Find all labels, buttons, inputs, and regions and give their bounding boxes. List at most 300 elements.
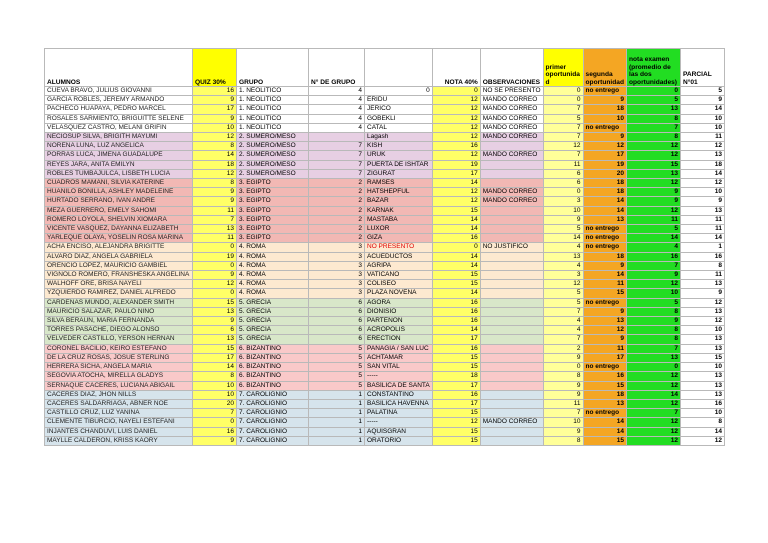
observation-cell[interactable] (480, 363, 543, 372)
group-name-cell[interactable]: 3. EGIPTO (237, 197, 309, 206)
quiz-score-cell[interactable]: 10 (193, 381, 237, 390)
observation-cell[interactable] (480, 169, 543, 178)
parcial-grade-cell[interactable]: 13 (680, 390, 724, 399)
parcial-grade-cell[interactable]: 8 (680, 418, 724, 427)
nota-cell[interactable]: 18 (432, 372, 480, 381)
parcial-grade-cell[interactable]: 13 (680, 151, 724, 160)
second-chance-cell[interactable]: no entrego (583, 234, 626, 243)
group-number-cell[interactable]: 7 (309, 142, 365, 151)
student-name-cell[interactable]: SEGOVIA ATOCHA, MIRELLA GLADYS (45, 372, 193, 381)
parcial-grade-cell[interactable]: 10 (680, 188, 724, 197)
group-name-cell[interactable]: 1. NEOLITICO (237, 123, 309, 132)
parcial-grade-cell[interactable]: 15 (680, 353, 724, 362)
group-number-cell[interactable]: 7 (309, 160, 365, 169)
first-chance-cell[interactable]: 7 (543, 307, 583, 316)
student-name-cell[interactable]: PACHECO HUAPAYA, PEDRO MARCEL (45, 105, 193, 114)
quiz-score-cell[interactable]: 13 (193, 335, 237, 344)
parcial-grade-cell[interactable]: 14 (680, 234, 724, 243)
first-chance-cell[interactable]: 3 (543, 271, 583, 280)
group-name-cell[interactable]: 3. EGIPTO (237, 234, 309, 243)
exam-grade-cell[interactable]: 0 (626, 87, 680, 96)
second-chance-cell[interactable]: no entrego (583, 363, 626, 372)
exam-grade-cell[interactable]: 8 (626, 335, 680, 344)
exam-grade-cell[interactable]: 12 (626, 206, 680, 215)
observation-cell[interactable] (480, 353, 543, 362)
nota-cell[interactable]: 14 (432, 225, 480, 234)
project-cell[interactable]: CONSTANTINO (365, 390, 433, 399)
quiz-score-cell[interactable]: 12 (193, 169, 237, 178)
exam-grade-cell[interactable]: 8 (626, 133, 680, 142)
observation-cell[interactable] (480, 344, 543, 353)
group-number-cell[interactable]: 3 (309, 289, 365, 298)
student-name-cell[interactable]: HURTADO SERRANO, IVAN ANDRE (45, 197, 193, 206)
observation-cell[interactable] (480, 142, 543, 151)
student-name-cell[interactable]: CUADROS MAMANI, SILVIA KATERINE (45, 179, 193, 188)
project-cell[interactable]: GOBEKLI (365, 114, 433, 123)
exam-grade-cell[interactable]: 7 (626, 123, 680, 132)
exam-grade-cell[interactable]: 5 (626, 96, 680, 105)
observation-cell[interactable] (480, 317, 543, 326)
observation-cell[interactable] (480, 160, 543, 169)
group-number-cell[interactable]: 2 (309, 206, 365, 215)
parcial-grade-cell[interactable]: 10 (680, 363, 724, 372)
quiz-score-cell[interactable]: 0 (193, 289, 237, 298)
first-chance-cell[interactable]: 9 (543, 215, 583, 224)
observation-cell[interactable] (480, 307, 543, 316)
nota-cell[interactable]: 14 (432, 326, 480, 335)
parcial-grade-cell[interactable]: 10 (680, 409, 724, 418)
exam-grade-cell[interactable]: 8 (626, 326, 680, 335)
observation-cell[interactable]: MANDO CORREO (480, 418, 543, 427)
observation-cell[interactable]: NO SE PRESENTÓ (480, 87, 543, 96)
quiz-score-cell[interactable]: 9 (193, 271, 237, 280)
group-name-cell[interactable]: 5. GRECIA (237, 317, 309, 326)
second-chance-cell[interactable]: 15 (583, 289, 626, 298)
quiz-score-cell[interactable]: 8 (193, 372, 237, 381)
project-cell[interactable]: BASÍLICA DE SANTA (365, 381, 433, 390)
group-number-cell[interactable]: 2 (309, 188, 365, 197)
parcial-grade-cell[interactable]: 13 (680, 344, 724, 353)
second-chance-cell[interactable]: 18 (583, 252, 626, 261)
student-name-cell[interactable]: SERNAQUE CACERES, LUCIANA ABIGAIL (45, 381, 193, 390)
exam-grade-cell[interactable]: 12 (626, 179, 680, 188)
observation-cell[interactable] (480, 280, 543, 289)
quiz-score-cell[interactable]: 15 (193, 344, 237, 353)
second-chance-cell[interactable]: 13 (583, 215, 626, 224)
first-chance-cell[interactable]: 12 (543, 142, 583, 151)
parcial-grade-cell[interactable]: 12 (680, 436, 724, 445)
header-segunda-oportunidad[interactable]: segunda oportunidad (583, 49, 626, 87)
nota-cell[interactable]: 14 (432, 215, 480, 224)
second-chance-cell[interactable]: 11 (583, 344, 626, 353)
student-name-cell[interactable]: ROSALES SARMIENTO, BRIGUITTE SELENE (45, 114, 193, 123)
first-chance-cell[interactable]: 7 (543, 123, 583, 132)
second-chance-cell[interactable]: 9 (583, 96, 626, 105)
quiz-score-cell[interactable]: 13 (193, 225, 237, 234)
group-number-cell[interactable]: 1 (309, 418, 365, 427)
second-chance-cell[interactable]: 11 (583, 280, 626, 289)
second-chance-cell[interactable]: 12 (583, 326, 626, 335)
exam-grade-cell[interactable]: 12 (626, 142, 680, 151)
observation-cell[interactable] (480, 372, 543, 381)
group-name-cell[interactable]: 2. SUMERO/MESO (237, 160, 309, 169)
exam-grade-cell[interactable]: 12 (626, 399, 680, 408)
second-chance-cell[interactable]: 10 (583, 114, 626, 123)
second-chance-cell[interactable]: 12 (583, 142, 626, 151)
quiz-score-cell[interactable]: 9 (193, 114, 237, 123)
exam-grade-cell[interactable]: 5 (626, 298, 680, 307)
project-cell[interactable]: SAN VITAL (365, 363, 433, 372)
group-name-cell[interactable]: 2. SUMERO/MESO (237, 151, 309, 160)
exam-grade-cell[interactable]: 9 (626, 317, 680, 326)
student-name-cell[interactable]: TORRES PASACHE, DIEGO ALONSO (45, 326, 193, 335)
observation-cell[interactable]: MANDO CORREO (480, 123, 543, 132)
second-chance-cell[interactable]: 18 (583, 390, 626, 399)
observation-cell[interactable] (480, 381, 543, 390)
exam-grade-cell[interactable]: 10 (626, 289, 680, 298)
group-number-cell[interactable]: 1 (309, 427, 365, 436)
student-name-cell[interactable]: INJANTES CHANDUVI, LUIS DANIEL (45, 427, 193, 436)
exam-grade-cell[interactable]: 5 (626, 225, 680, 234)
observation-cell[interactable] (480, 289, 543, 298)
group-number-cell[interactable]: 4 (309, 87, 365, 96)
header-grupo[interactable]: GRUPO (237, 49, 309, 87)
first-chance-cell[interactable]: 6 (543, 169, 583, 178)
project-cell[interactable]: COLISEO (365, 280, 433, 289)
first-chance-cell[interactable]: 12 (543, 280, 583, 289)
nota-cell[interactable]: 12 (432, 123, 480, 132)
second-chance-cell[interactable]: no entrego (583, 243, 626, 252)
parcial-grade-cell[interactable]: 9 (680, 289, 724, 298)
first-chance-cell[interactable]: 10 (543, 418, 583, 427)
group-name-cell[interactable]: 4. ROMA (237, 271, 309, 280)
first-chance-cell[interactable]: 13 (543, 252, 583, 261)
project-cell[interactable]: ACHTAMAR (365, 353, 433, 362)
header-proyecto[interactable] (365, 49, 433, 87)
first-chance-cell[interactable]: 14 (543, 234, 583, 243)
quiz-score-cell[interactable]: 16 (193, 427, 237, 436)
student-name-cell[interactable]: HERRERA SICHA, ANGELA MARIA (45, 363, 193, 372)
student-name-cell[interactable]: CORONEL BACILIO, KEIRO ESTEFANO (45, 344, 193, 353)
exam-grade-cell[interactable]: 7 (626, 344, 680, 353)
parcial-grade-cell[interactable]: 14 (680, 169, 724, 178)
first-chance-cell[interactable]: 5 (543, 298, 583, 307)
project-cell[interactable]: ERIDU (365, 96, 433, 105)
group-name-cell[interactable]: 2. SUMERO/MESO (237, 169, 309, 178)
group-number-cell[interactable]: 5 (309, 353, 365, 362)
group-name-cell[interactable]: 6. BIZANTINO (237, 381, 309, 390)
quiz-score-cell[interactable]: 10 (193, 390, 237, 399)
group-number-cell[interactable]: 1 (309, 399, 365, 408)
exam-grade-cell[interactable]: 14 (626, 234, 680, 243)
group-number-cell[interactable]: 3 (309, 252, 365, 261)
nota-cell[interactable]: 12 (432, 114, 480, 123)
project-cell[interactable]: GIZA (365, 234, 433, 243)
observation-cell[interactable] (480, 326, 543, 335)
parcial-grade-cell[interactable]: 12 (680, 317, 724, 326)
nota-cell[interactable]: 16 (432, 344, 480, 353)
first-chance-cell[interactable]: 0 (543, 363, 583, 372)
group-name-cell[interactable]: 6. BIZANTINO (237, 363, 309, 372)
nota-cell[interactable]: 16 (432, 307, 480, 316)
observation-cell[interactable]: MANDO CORREO (480, 197, 543, 206)
exam-grade-cell[interactable]: 15 (626, 160, 680, 169)
observation-cell[interactable] (480, 252, 543, 261)
student-name-cell[interactable]: ROBLES TUMBAJULCA, LISBETH LUCIA (45, 169, 193, 178)
nota-cell[interactable]: 17 (432, 169, 480, 178)
exam-grade-cell[interactable]: 7 (626, 409, 680, 418)
quiz-score-cell[interactable]: 18 (193, 160, 237, 169)
group-name-cell[interactable]: 5. GRECIA (237, 326, 309, 335)
group-name-cell[interactable]: 7. CAROLIGNIO (237, 418, 309, 427)
nota-cell[interactable]: 12 (432, 188, 480, 197)
header-nota-examen[interactable]: nota examen (promedio de las dos oportunidades) (626, 49, 680, 87)
student-name-cell[interactable]: VELASQUEZ CASTRO, MELANI GRIFIN (45, 123, 193, 132)
first-chance-cell[interactable]: 7 (543, 133, 583, 142)
second-chance-cell[interactable]: 14 (583, 197, 626, 206)
group-name-cell[interactable]: 4. ROMA (237, 280, 309, 289)
quiz-score-cell[interactable]: 9 (193, 188, 237, 197)
student-name-cell[interactable]: VICENTE VASQUEZ, DAYANNA ELIZABETH (45, 225, 193, 234)
first-chance-cell[interactable]: 9 (543, 390, 583, 399)
second-chance-cell[interactable]: 15 (583, 436, 626, 445)
nota-cell[interactable]: 19 (432, 160, 480, 169)
observation-cell[interactable] (480, 206, 543, 215)
parcial-grade-cell[interactable]: 11 (680, 133, 724, 142)
nota-cell[interactable]: 15 (432, 436, 480, 445)
exam-grade-cell[interactable]: 4 (626, 243, 680, 252)
quiz-score-cell[interactable]: 7 (193, 409, 237, 418)
first-chance-cell[interactable]: 7 (543, 335, 583, 344)
observation-cell[interactable] (480, 261, 543, 270)
nota-cell[interactable]: 15 (432, 427, 480, 436)
exam-grade-cell[interactable]: 12 (626, 427, 680, 436)
nota-cell[interactable]: 17 (432, 399, 480, 408)
student-name-cell[interactable]: NOREÑA LUNA, LUZ ANGELICA (45, 142, 193, 151)
first-chance-cell[interactable]: 6 (543, 179, 583, 188)
student-name-cell[interactable]: ALVARO DIAZ, ANGELA GABRIELA (45, 252, 193, 261)
group-name-cell[interactable]: 6. BIZANTINO (237, 344, 309, 353)
observation-cell[interactable]: MANDO CORREO (480, 133, 543, 142)
project-cell[interactable]: KISH (365, 142, 433, 151)
group-name-cell[interactable]: 3. EGIPTO (237, 188, 309, 197)
parcial-grade-cell[interactable]: 11 (680, 271, 724, 280)
header-nota[interactable]: NOTA 40% (432, 49, 480, 87)
student-name-cell[interactable]: MAURICIO SALAZAR, PAULO NINO (45, 307, 193, 316)
observation-cell[interactable] (480, 179, 543, 188)
student-name-cell[interactable]: YZQUIERDO RAMIREZ, DANIEL ALFREDO (45, 289, 193, 298)
project-cell[interactable]: ZIGURAT (365, 169, 433, 178)
first-chance-cell[interactable]: 11 (543, 399, 583, 408)
group-name-cell[interactable]: 4. ROMA (237, 252, 309, 261)
nota-cell[interactable]: 15 (432, 363, 480, 372)
group-number-cell[interactable]: 1 (309, 409, 365, 418)
group-name-cell[interactable]: 1. NEOLITICO (237, 105, 309, 114)
second-chance-cell[interactable]: 13 (583, 317, 626, 326)
nota-cell[interactable]: 17 (432, 335, 480, 344)
project-cell[interactable]: AGORA (365, 298, 433, 307)
observation-cell[interactable] (480, 335, 543, 344)
quiz-score-cell[interactable]: 0 (193, 261, 237, 270)
project-cell[interactable]: ACUEDUCTOS (365, 252, 433, 261)
project-cell[interactable]: URUK (365, 151, 433, 160)
second-chance-cell[interactable]: 14 (583, 206, 626, 215)
project-cell[interactable]: LUXOR (365, 225, 433, 234)
parcial-grade-cell[interactable]: 1 (680, 243, 724, 252)
project-cell[interactable]: AQUISGRAN (365, 427, 433, 436)
second-chance-cell[interactable]: 9 (583, 335, 626, 344)
second-chance-cell[interactable]: 18 (583, 179, 626, 188)
first-chance-cell[interactable]: 5 (543, 225, 583, 234)
exam-grade-cell[interactable]: 7 (626, 261, 680, 270)
parcial-grade-cell[interactable]: 11 (680, 215, 724, 224)
student-name-cell[interactable]: ACHA ENCISO, ALEJANDRA BRIGITTE (45, 243, 193, 252)
group-number-cell[interactable]: 4 (309, 105, 365, 114)
group-number-cell[interactable]: 4 (309, 123, 365, 132)
project-cell[interactable]: DIONISIO (365, 307, 433, 316)
project-cell[interactable]: MASTABA (365, 215, 433, 224)
second-chance-cell[interactable]: no entrego (583, 225, 626, 234)
student-name-cell[interactable]: VIGNOLO ROMERO, FRANSHESKA ANGELINA (45, 271, 193, 280)
first-chance-cell[interactable]: 4 (543, 317, 583, 326)
exam-grade-cell[interactable]: 9 (626, 271, 680, 280)
second-chance-cell[interactable]: 13 (583, 399, 626, 408)
observation-cell[interactable] (480, 225, 543, 234)
second-chance-cell[interactable]: 9 (583, 261, 626, 270)
group-name-cell[interactable]: 5. GRECIA (237, 335, 309, 344)
observation-cell[interactable] (480, 427, 543, 436)
student-name-cell[interactable]: VELVEDER CASTILLO, YERSON HERNAN (45, 335, 193, 344)
exam-grade-cell[interactable]: 12 (626, 280, 680, 289)
header-alumnos[interactable]: ALUMNOS (45, 49, 193, 87)
observation-cell[interactable] (480, 399, 543, 408)
group-number-cell[interactable]: 2 (309, 234, 365, 243)
project-cell[interactable]: JERICO (365, 105, 433, 114)
parcial-grade-cell[interactable]: 13 (680, 372, 724, 381)
group-name-cell[interactable]: 4. ROMA (237, 261, 309, 270)
group-number-cell[interactable]: 1 (309, 436, 365, 445)
quiz-score-cell[interactable]: 10 (193, 123, 237, 132)
group-name-cell[interactable]: 2. SUMERO/MESO (237, 142, 309, 151)
first-chance-cell[interactable]: 11 (543, 160, 583, 169)
project-cell[interactable]: PANAGIA / SAN LUC (365, 344, 433, 353)
quiz-score-cell[interactable]: 7 (193, 215, 237, 224)
group-number-cell[interactable] (309, 133, 365, 142)
group-number-cell[interactable]: 6 (309, 298, 365, 307)
group-name-cell[interactable]: 4. ROMA (237, 289, 309, 298)
nota-cell[interactable]: 12 (432, 105, 480, 114)
nota-cell[interactable]: 14 (432, 261, 480, 270)
exam-grade-cell[interactable]: 16 (626, 252, 680, 261)
project-cell[interactable]: HATSHEPFUL (365, 188, 433, 197)
group-name-cell[interactable]: 7. CAROLIGNIO (237, 399, 309, 408)
second-chance-cell[interactable]: 14 (583, 271, 626, 280)
quiz-score-cell[interactable]: 11 (193, 234, 237, 243)
header-num-grupo[interactable]: N° DE GRUPO (309, 49, 365, 87)
quiz-score-cell[interactable]: 0 (193, 243, 237, 252)
group-name-cell[interactable]: 1. NEOLITICO (237, 87, 309, 96)
second-chance-cell[interactable]: 17 (583, 151, 626, 160)
second-chance-cell[interactable]: 19 (583, 160, 626, 169)
observation-cell[interactable] (480, 436, 543, 445)
exam-grade-cell[interactable]: 12 (626, 151, 680, 160)
first-chance-cell[interactable]: 7 (543, 151, 583, 160)
quiz-score-cell[interactable]: 9 (193, 436, 237, 445)
nota-cell[interactable]: 16 (432, 317, 480, 326)
observation-cell[interactable] (480, 234, 543, 243)
nota-cell[interactable]: 12 (432, 133, 480, 142)
first-chance-cell[interactable]: 9 (543, 381, 583, 390)
observation-cell[interactable]: MANDO CORREO (480, 188, 543, 197)
nota-cell[interactable]: 16 (432, 390, 480, 399)
quiz-score-cell[interactable]: 14 (193, 151, 237, 160)
group-name-cell[interactable]: 6. BIZANTINO (237, 353, 309, 362)
group-name-cell[interactable]: 2. SUMERO/MESO (237, 133, 309, 142)
project-cell[interactable]: PALATINA (365, 409, 433, 418)
header-primer-oportunidad[interactable]: primer oportunida d (543, 49, 583, 87)
student-name-cell[interactable]: ROMERO LOYOLA, SHELVIN XIOMARA (45, 215, 193, 224)
second-chance-cell[interactable]: 17 (583, 353, 626, 362)
nota-cell[interactable]: 15 (432, 353, 480, 362)
project-cell[interactable]: CATAL (365, 123, 433, 132)
observation-cell[interactable]: MANDO CORREO (480, 105, 543, 114)
student-name-cell[interactable]: CLEMENTE TIBURCIO, NAYELI ESTEFANI (45, 418, 193, 427)
group-name-cell[interactable]: 1. NEOLITICO (237, 96, 309, 105)
first-chance-cell[interactable]: 9 (543, 353, 583, 362)
header-parcial[interactable]: PARCIAL N°01 (680, 49, 724, 87)
student-name-cell[interactable]: HUANILO BONILLA, ASHLEY MADELEINE (45, 188, 193, 197)
group-number-cell[interactable]: 3 (309, 271, 365, 280)
group-number-cell[interactable]: 7 (309, 169, 365, 178)
parcial-grade-cell[interactable]: 14 (680, 105, 724, 114)
project-cell[interactable]: AGRIPA (365, 261, 433, 270)
first-chance-cell[interactable]: 5 (543, 114, 583, 123)
group-number-cell[interactable]: 2 (309, 215, 365, 224)
group-number-cell[interactable]: 2 (309, 197, 365, 206)
parcial-grade-cell[interactable]: 5 (680, 87, 724, 96)
nota-cell[interactable]: 15 (432, 206, 480, 215)
second-chance-cell[interactable]: no entrego (583, 298, 626, 307)
first-chance-cell[interactable]: 4 (543, 261, 583, 270)
quiz-score-cell[interactable]: 17 (193, 105, 237, 114)
group-name-cell[interactable]: 5. GRECIA (237, 298, 309, 307)
exam-grade-cell[interactable]: 11 (626, 215, 680, 224)
project-cell[interactable]: ACROPOLIS (365, 326, 433, 335)
nota-cell[interactable]: 0 (432, 243, 480, 252)
first-chance-cell[interactable]: 8 (543, 436, 583, 445)
first-chance-cell[interactable]: 7 (543, 409, 583, 418)
exam-grade-cell[interactable]: 9 (626, 188, 680, 197)
quiz-score-cell[interactable]: 6 (193, 326, 237, 335)
header-observaciones[interactable]: OBSERVACIONES (480, 49, 543, 87)
student-name-cell[interactable]: NECIOSUP SILVA, BRIGITH MAYUMI (45, 133, 193, 142)
group-number-cell[interactable]: 6 (309, 317, 365, 326)
nota-cell[interactable]: 12 (432, 197, 480, 206)
first-chance-cell[interactable]: 0 (543, 87, 583, 96)
exam-grade-cell[interactable]: 14 (626, 390, 680, 399)
project-cell[interactable]: BAZAR (365, 197, 433, 206)
student-name-cell[interactable]: REYES JARA, ANITA EMILYN (45, 160, 193, 169)
first-chance-cell[interactable]: 3 (543, 197, 583, 206)
quiz-score-cell[interactable]: 8 (193, 142, 237, 151)
first-chance-cell[interactable]: 8 (543, 372, 583, 381)
student-name-cell[interactable]: MEZA GUERRERO, EMELY SAHOMI (45, 206, 193, 215)
exam-grade-cell[interactable]: 12 (626, 418, 680, 427)
group-number-cell[interactable]: 4 (309, 114, 365, 123)
project-cell[interactable]: BASILICA HAVENNA (365, 399, 433, 408)
group-name-cell[interactable]: 3. EGIPTO (237, 215, 309, 224)
quiz-score-cell[interactable]: 12 (193, 133, 237, 142)
